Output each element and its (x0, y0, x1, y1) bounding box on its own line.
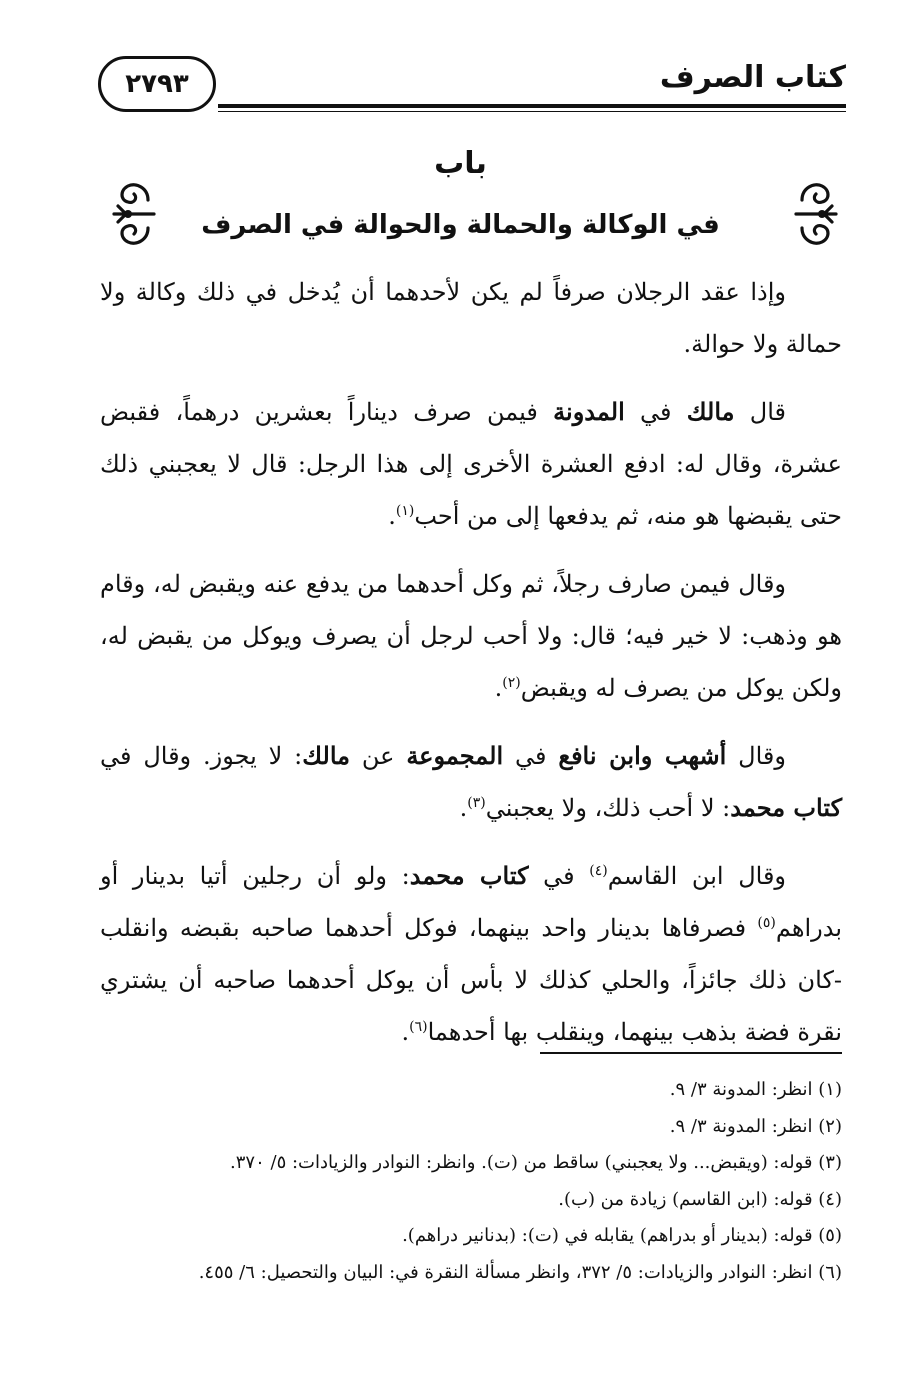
footnote: (٢) انظر: المدونة ٣/ ٩. (669, 1115, 842, 1137)
text-segment: وقال (726, 742, 786, 770)
highlighted-name: كتاب محمد (409, 861, 529, 890)
highlighted-name: كتاب محمد (730, 793, 842, 822)
text-segment: . (388, 502, 396, 530)
text-segment: في (528, 862, 590, 890)
text-segment: : ولو أن رجلين أتيا بدينار أو بدراهم (100, 862, 843, 942)
footnote-reference: (٢) (502, 675, 521, 691)
footnote: (١) انظر: المدونة ٣/ ٩. (669, 1079, 842, 1100)
page-number: ٢٧٩٣ (125, 69, 189, 99)
body-text (100, 266, 842, 1074)
book-title: كتاب الصرف (659, 60, 846, 95)
text-segment: . (401, 1018, 410, 1046)
header-rule (218, 104, 846, 108)
text-segment: . (494, 674, 503, 702)
footnote: (٣) قوله: (ويقبض... ولا يعجبني) ساقط من (ت). وانظر: النوادر والزيادات: ٥/ ٣٧٠. (230, 1152, 842, 1173)
text-segment: فصرفاها بدينار واحد بينهما، فوكل أحدهما صاحبه بقبضه وانقلب -كان ذلك جائزاً، والحلي كذلك لا بأس أن يوكل أحدهما صاحبه أن يشتري نقرة فضة بذهب بينهما، وينقلب بها أحدهما (100, 914, 842, 1046)
footnote-reference: (٤) (589, 863, 608, 879)
text-segment: : لا أحب ذلك، ولا يعجبني (485, 794, 731, 822)
text-segment: وقال فيمن صارف رجلاً، ثم وكل أحدهما من يدفع عنه ويقبض له، وقام هو وذهب: لا خير فيه؛ قال: ولا أحب لرجل أن يصرف ويوكل من يقبض له، ولكن يوكل من يصرف له ويقبض (100, 570, 842, 702)
page-number-frame (98, 56, 216, 112)
paragraph (100, 850, 842, 1058)
header-rule-thin (218, 111, 846, 112)
highlighted-name: مالك (302, 741, 350, 770)
chapter-title: في الوكالة والحمالة والحوالة في الصرف (201, 210, 720, 240)
paragraph (100, 730, 842, 834)
highlighted-name: أشهب وابن نافع (558, 741, 727, 770)
paragraph (100, 386, 842, 542)
chapter-label: باب (434, 146, 487, 181)
footnote-reference: (١) (395, 503, 415, 519)
footnotes (100, 1072, 842, 1291)
footnote: (٦) انظر: النوادر والزيادات: ٥/ ٣٧٢، وانظر مسألة النقرة في: البيان والتحصيل: ٦/ ٤٥٥. (198, 1261, 842, 1283)
footnote: (٤) قوله: (ابن القاسم) زيادة من (ب). (558, 1188, 842, 1210)
page-header (98, 54, 846, 114)
paragraph (100, 558, 842, 714)
text-segment: : لا يجوز. وقال في (100, 742, 303, 770)
text-segment: . (459, 794, 468, 822)
highlighted-name: المجموعة (406, 741, 504, 770)
text-segment: فيمن صرف ديناراً بعشرين درهماً، فقبض عشرة، وقال له: ادفع العشرة الأخرى إلى هذا الرجل: قال لا يعجبني ذلك حتى يقبضها هو منه، ثم يدفعها إلى من أحب (100, 398, 842, 530)
highlighted-name: مالك (686, 397, 735, 426)
paragraph (100, 266, 842, 370)
arabesque-ornament-icon (786, 176, 846, 252)
footnote-reference: (٥) (757, 915, 776, 931)
arabesque-ornament-icon (104, 176, 164, 252)
text-segment: في (503, 742, 559, 770)
footnote-reference: (٦) (409, 1019, 428, 1035)
footnote: (٥) قوله: (بدينار أو بدراهم) يقابله في (ت): (بدنانير دراهم). (402, 1225, 842, 1246)
text-segment: في (624, 398, 687, 426)
footnote-separator (540, 1052, 842, 1054)
text-segment: وقال ابن القاسم (607, 862, 787, 890)
text-segment: عن (350, 742, 407, 770)
highlighted-name: المدونة (553, 397, 625, 426)
text-segment: قال (734, 398, 787, 426)
footnote-reference: (٣) (467, 795, 486, 811)
text-segment: وإذا عقد الرجلان صرفاً لم يكن لأحدهما أن يُدخل في ذلك وكالة ولا حمالة ولا حوالة. (100, 278, 842, 358)
